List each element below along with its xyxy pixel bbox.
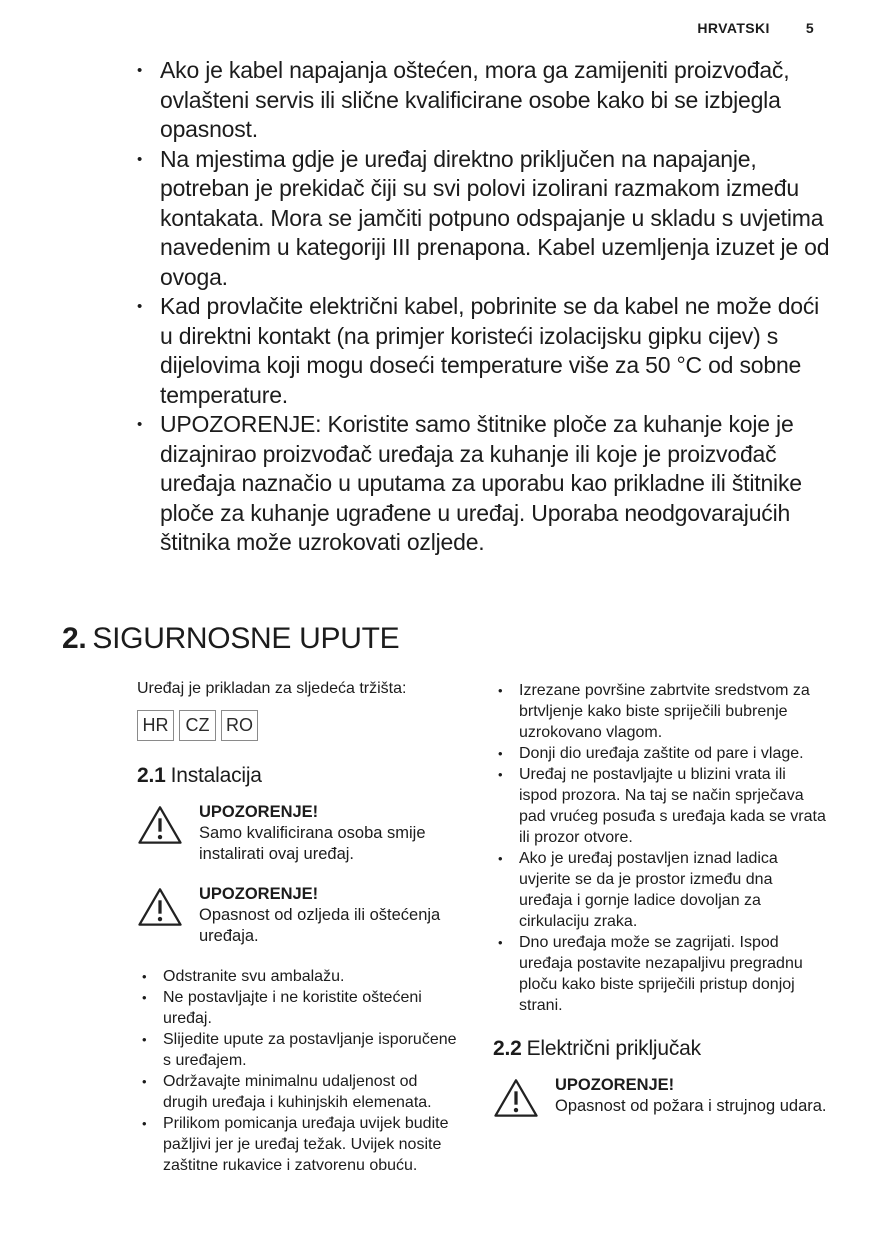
- subsection-title: Instalacija: [170, 764, 262, 787]
- markets-label: Uređaj je prikladan za sljedeća tržišta:: [137, 680, 407, 697]
- list-item: • Dno uređaja može se zagrijati. Ispod uređaja postavite nezapaljivu pregradnu ploču kako biste spriječili pristup donjoj strani.: [493, 932, 827, 1016]
- left-column: [137, 678, 459, 1176]
- list-item: • Ako je uređaj postavljen iznad ladica uvjerite se da je prostor između dna uređaja i gornje ladice dovoljan za cirkulaciju zraka.: [493, 848, 827, 932]
- right-column: [493, 678, 827, 1176]
- list-item: • Slijedite upute za postavljanje isporučene s uređajem.: [137, 1029, 459, 1071]
- page-number: 5: [805, 20, 814, 36]
- list-item: • Donji dio uređaja zaštite od pare i vlage.: [493, 743, 827, 764]
- page-header: [697, 20, 814, 36]
- list-item: • Uređaj ne postavljajte u blizini vrata ili ispod prozora. Na taj se način sprječava pad vrućeg posuđa s uređaja kada se vrata ili prozor otvore.: [493, 764, 827, 848]
- warning-triangle-icon: [137, 886, 183, 947]
- warning-body: Opasnost od požara i strujnog udara.: [555, 1097, 827, 1115]
- warning-block: [137, 802, 459, 865]
- warning-triangle-icon: [137, 804, 183, 865]
- list-item: • Ne postavljajte i ne koristite oštećeni uređaj.: [137, 987, 459, 1029]
- installation-bullet-list-continued: [493, 680, 827, 1016]
- warning-title: UPOZORENJE!: [199, 803, 319, 821]
- warning-block: [137, 884, 459, 947]
- market-code-cz: CZ: [179, 710, 216, 741]
- subsection-heading-electrical: [493, 1038, 827, 1059]
- two-column-layout: [137, 678, 827, 1176]
- subsection-title: Električni priključak: [526, 1037, 701, 1060]
- list-item: • Na mjestima gdje je uređaj direktno priključen na napajanje, potreban je prekidač čiji su svi polovi izolirani razmakom između kontakata. Mora se jamčiti potpuno odspajanje u skladu s uvjetima navedenim u kategoriji III prenapona. Kabel uzemljenja izuzet je od ovoga.: [130, 145, 836, 293]
- warning-body: Samo kvalificirana osoba smije instalirati ovaj uređaj.: [199, 824, 426, 863]
- warning-title: UPOZORENJE!: [199, 885, 319, 903]
- list-item: • UPOZORENJE: Koristite samo štitnike ploče za kuhanje koje je dizajnirao proizvođač uređaja za kuhanje ili koje je proizvođač uređaja naznačio u uputama za uporabu kao prikladne ili štitnike ploče za kuhanje ugrađene u uređaj. Uporaba neodgovarajućih štitnika može uzrokovati ozljede.: [130, 410, 836, 558]
- section-number: 2.: [62, 622, 87, 655]
- list-item: • Odstranite svu ambalažu.: [137, 966, 459, 987]
- installation-bullet-list: [137, 966, 459, 1176]
- warning-block: [493, 1075, 827, 1119]
- warning-text: [199, 884, 459, 947]
- warning-triangle-icon: [493, 1077, 539, 1119]
- language-label: HRVATSKI: [697, 20, 770, 36]
- subsection-heading-installation: [137, 765, 459, 786]
- warning-title: UPOZORENJE!: [555, 1076, 675, 1094]
- warning-text: [199, 802, 459, 865]
- warning-body: Opasnost od ozljeda ili oštećenja uređaja.: [199, 906, 441, 945]
- warning-text: [555, 1075, 827, 1119]
- section-heading: [62, 622, 399, 656]
- market-code-ro: RO: [221, 710, 258, 741]
- intro-safety-list: [130, 56, 836, 558]
- list-item: • Ako je kabel napajanja oštećen, mora ga zamijeniti proizvođač, ovlašteni servis ili slične kvalificirane osobe kako bi se izbjegla opasnost.: [130, 56, 836, 145]
- market-code-hr: HR: [137, 710, 174, 741]
- list-item: • Kad provlačite električni kabel, pobrinite se da kabel ne može doći u direktni kontakt (na primjer koristeći izolacijsku gipku cijev) s dijelovima koji mogu doseći temperature više za 50 °C od sobne temperature.: [130, 292, 836, 410]
- section-title: SIGURNOSNE UPUTE: [92, 622, 400, 655]
- list-item: • Izrezane površine zabrtvite sredstvom za brtvljenje kako biste spriječili bubrenje uzrokovano vlagom.: [493, 680, 827, 743]
- market-codes: [137, 710, 459, 741]
- list-item: • Održavajte minimalnu udaljenost od drugih uređaja i kuhinjskih elemenata.: [137, 1071, 459, 1113]
- subsection-number: 2.2: [493, 1037, 522, 1060]
- subsection-number: 2.1: [137, 764, 166, 787]
- list-item: • Prilikom pomicanja uređaja uvijek budite pažljivi jer je uređaj težak. Uvijek nosite zaštitne rukavice i zatvorenu obuću.: [137, 1113, 459, 1176]
